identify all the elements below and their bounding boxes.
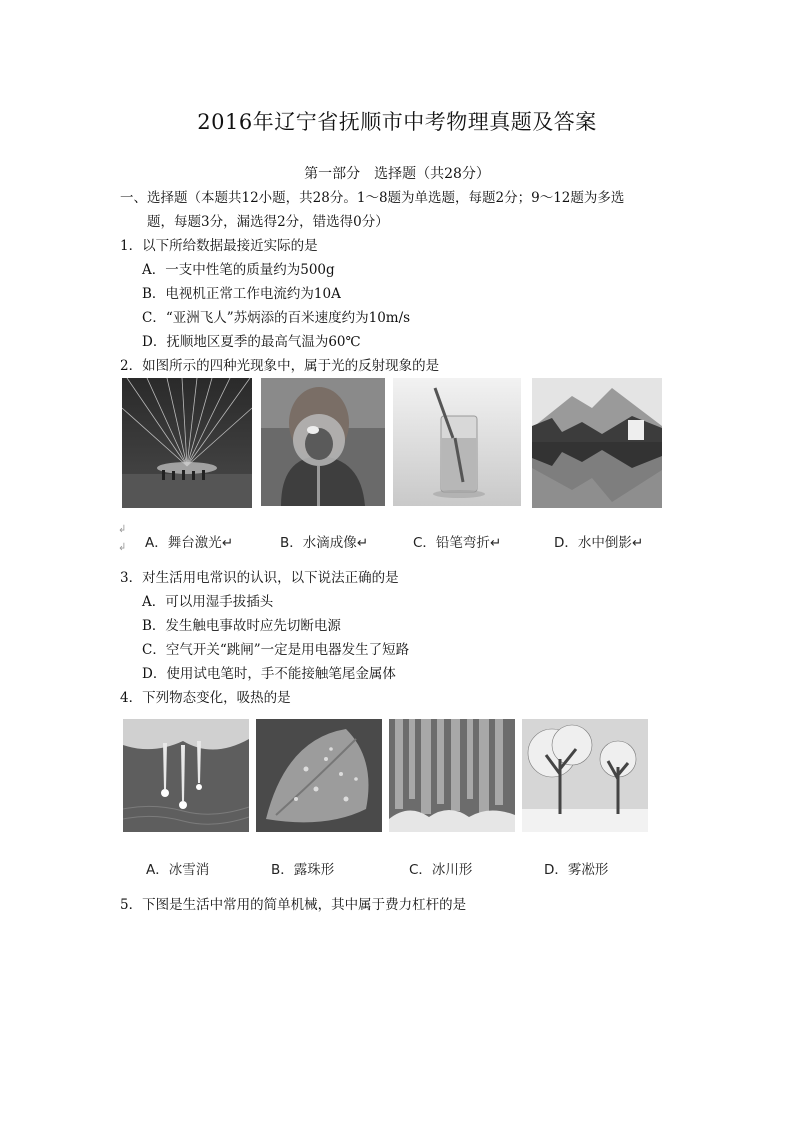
section-instructions-line1: 一、选择题（本题共12小题，共28分。1～8题为单选题，每题2分；9～12题为多选	[120, 190, 625, 206]
stage-laser-image	[122, 378, 252, 508]
q1-option-b: B．电视机正常工作电流约为10A	[142, 286, 341, 302]
q4-stem: 4．下列物态变化，吸热的是	[120, 690, 291, 706]
q3-option-a: A．可以用湿手拔插头	[142, 594, 274, 610]
q3-option-b: B．发生触电事故时应先切断电源	[142, 618, 341, 634]
bent-pencil-image	[393, 378, 521, 506]
section-instructions-line2: 题，每题3分，漏选得2分，错选得0分）	[147, 214, 389, 230]
q2-caption-d: D．水中倒影↵	[554, 535, 644, 551]
q3-option-d: D．使用试电笔时，手不能接触笔尾金属体	[142, 666, 396, 682]
q4-caption-d: D．雾凇形	[544, 862, 609, 878]
q1-option-d: D．抚顺地区夏季的最高气温为60℃	[142, 334, 361, 350]
part-heading: 第一部分 选择题（共28分）	[304, 166, 490, 182]
page-title: 2016年辽宁省抚顺市中考物理真题及答案	[197, 110, 597, 134]
q4-caption-a: A．冰雪消	[146, 862, 210, 878]
q4-caption-c: C．冰川形	[409, 862, 473, 878]
water-drop-image	[261, 378, 385, 506]
corner-mark: ↲	[118, 524, 127, 535]
dew-drops-image	[256, 719, 382, 832]
q1-stem: 1．以下所给数据最接近实际的是	[120, 238, 318, 254]
q1-option-c: C．“亚洲飞人”苏炳添的百米速度约为10m/s	[142, 310, 411, 326]
q2-caption-a: A．舞台激光↵	[145, 535, 234, 551]
q4-caption-b: B．露珠形	[271, 862, 335, 878]
corner-mark: ↲	[118, 542, 127, 553]
q3-option-c: C．空气开关“跳闸”一定是用电器发生了短路	[142, 642, 410, 658]
q5-stem: 5．下图是生活中常用的简单机械，其中属于费力杠杆的是	[120, 897, 467, 913]
reflection-image	[532, 378, 662, 508]
q3-stem: 3．对生活用电常识的认识，以下说法正确的是	[120, 570, 399, 586]
q2-caption-c: C．铅笔弯折↵	[413, 535, 502, 551]
frost-trees-image	[522, 719, 648, 832]
melting-ice-image	[123, 719, 249, 832]
q2-stem: 2．如图所示的四种光现象中，属于光的反射现象的是	[120, 358, 440, 374]
icicles-image	[389, 719, 515, 832]
q1-option-a: A．一支中性笔的质量约为500g	[142, 262, 335, 278]
q2-caption-b: B．水滴成像↵	[280, 535, 369, 551]
